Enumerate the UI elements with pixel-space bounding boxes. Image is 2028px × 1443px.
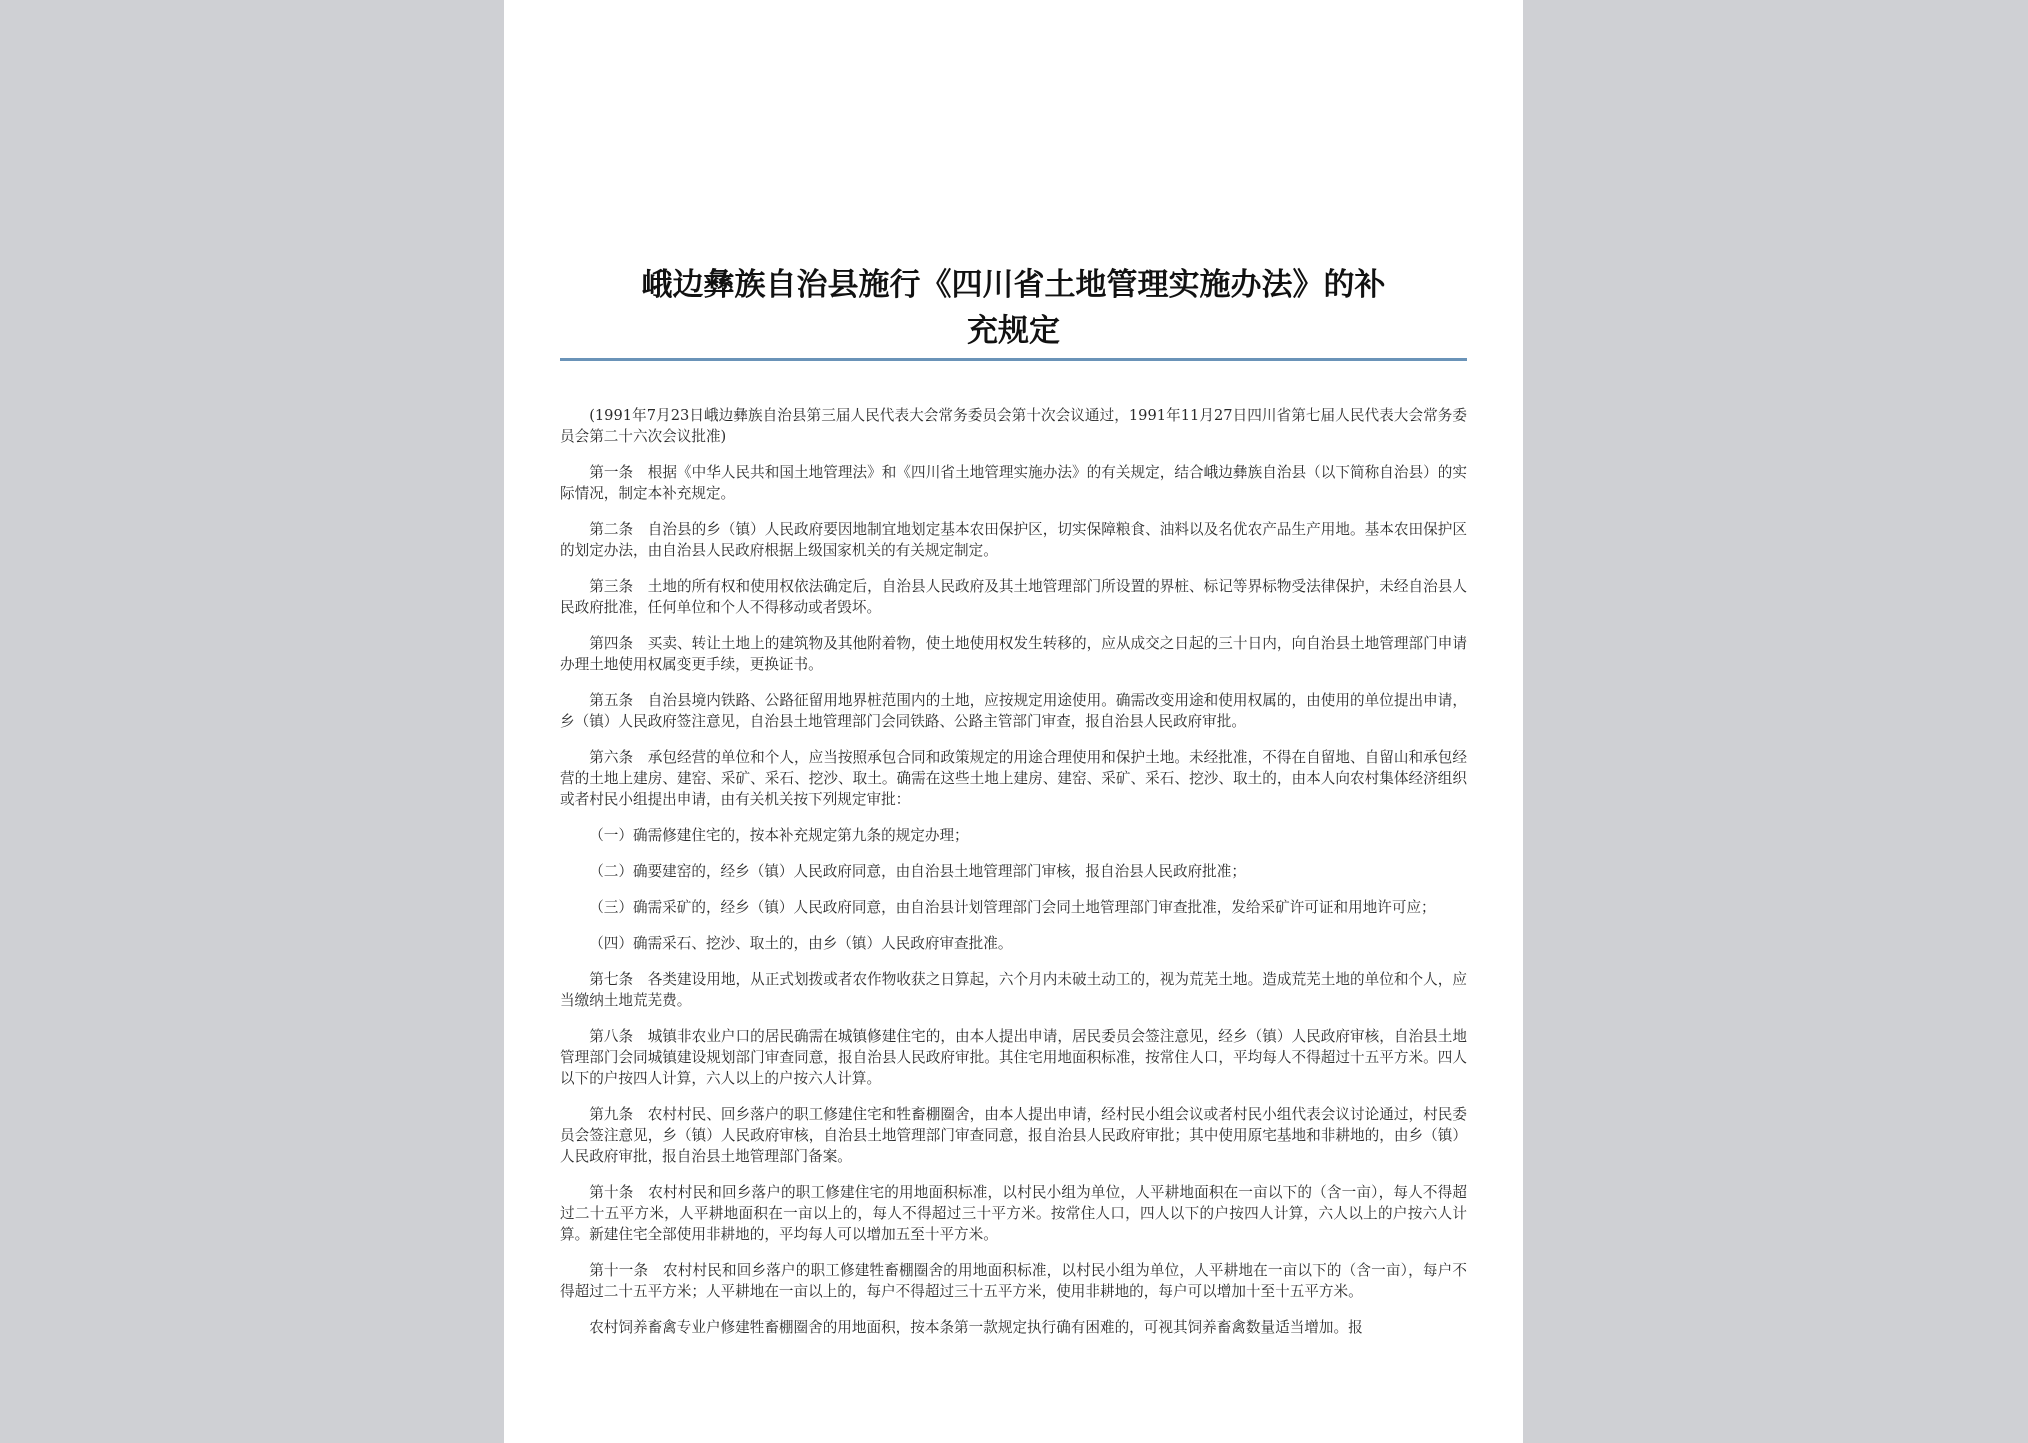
article-6-item-1: （一）确需修建住宅的，按本补充规定第九条的规定办理； xyxy=(589,827,969,844)
article-8-paragraph: 第八条 城镇非农业户口的居民确需在城镇修建住宅的，由本人提出申请，居民委员会签注意见，经乡（镇）人民政府审核，自治县土地管理部门会同城镇建设规划部门审查同意，报自治县人民政府审批。其住宅用地面积标准，按常住人口，平均每人不得超过十五平方米。四人以下的户按四人计算，六人以上的户按六人计算。 xyxy=(560,1028,1467,1087)
title-line-1: 峨边彝族自治县施行《四川省土地管理实施办法》的补 xyxy=(641,267,1386,303)
document-page xyxy=(504,0,1523,1443)
preamble-paragraph: (1991年7月23日峨边彝族自治县第三届人民代表大会常务委员会第十次会议通过，1991年11月27日四川省第七届人民代表大会常务委员会第二十六次会议批准) xyxy=(560,407,1467,445)
article-5-paragraph: 第五条 自治县境内铁路、公路征留用地界桩范围内的土地，应按规定用途使用。确需改变用途和使用权属的，由使用的单位提出申请，乡（镇）人民政府签注意见，自治县土地管理部门会同铁路、公路主管部门审查，报自治县人民政府审批。 xyxy=(560,692,1467,730)
document-title xyxy=(560,262,1467,354)
article-7-paragraph: 第七条 各类建设用地，从正式划拨或者农作物收获之日算起，六个月内未破土动工的，视为荒芜土地。造成荒芜土地的单位和个人，应当缴纳土地荒芜费。 xyxy=(560,971,1467,1009)
article-6-item-4: （四）确需采石、挖沙、取土的，由乡（镇）人民政府审查批准。 xyxy=(589,935,1013,952)
article-6-paragraph: 第六条 承包经营的单位和个人，应当按照承包合同和政策规定的用途合理使用和保护土地。未经批准，不得在自留地、自留山和承包经营的土地上建房、建窑、采矿、采石、挖沙、取土。确需在这些土地上建房、建窑、采矿、采石、挖沙、取土的，由本人向农村集体经济组织或者村民小组提出申请，由有关机关按下列规定审批： xyxy=(560,749,1467,808)
article-10-paragraph: 第十条 农村村民和回乡落户的职工修建住宅的用地面积标准，以村民小组为单位，人平耕地面积在一亩以下的（含一亩），每人不得超过二十五平方米，人平耕地面积在一亩以上的，每人不得超过三十平方米。按常住人口，四人以下的户按四人计算，六人以上的户按六人计算。新建住宅全部使用非耕地的，平均每人可以增加五至十平方米。 xyxy=(560,1184,1467,1243)
document-body xyxy=(560,405,1467,1353)
title-line-2: 充规定 xyxy=(967,313,1060,349)
article-6-item-2: （二）确要建窑的，经乡（镇）人民政府同意，由自治县土地管理部门审核，报自治县人民政府批准； xyxy=(589,863,1246,880)
article-11-paragraph: 第十一条 农村村民和回乡落户的职工修建牲畜棚圈舍的用地面积标准，以村民小组为单位，人平耕地在一亩以下的（含一亩），每户不得超过二十五平方米；人平耕地在一亩以上的，每户不得超过三十五平方米，使用非耕地的，每户可以增加十至十五平方米。 xyxy=(560,1262,1467,1300)
title-divider xyxy=(560,358,1467,361)
article-6-item-3: （三）确需采矿的，经乡（镇）人民政府同意，由自治县计划管理部门会同土地管理部门审查批准，发给采矿许可证和用地许可应； xyxy=(589,899,1436,916)
article-9-paragraph: 第九条 农村村民、回乡落户的职工修建住宅和牲畜棚圈舍，由本人提出申请，经村民小组会议或者村民小组代表会议讨论通过，村民委员会签注意见，乡（镇）人民政府审核，自治县土地管理部门审查同意，报自治县人民政府审批；其中使用原宅基地和非耕地的，由乡（镇）人民政府审批，报自治县土地管理部门备案。 xyxy=(560,1106,1467,1165)
article-4-paragraph: 第四条 买卖、转让土地上的建筑物及其他附着物，使土地使用权发生转移的，应从成交之日起的三十日内，向自治县土地管理部门申请办理土地使用权属变更手续，更换证书。 xyxy=(560,635,1467,673)
article-3-paragraph: 第三条 土地的所有权和使用权依法确定后，自治县人民政府及其土地管理部门所设置的界桩、标记等界标物受法律保护，未经自治县人民政府批准，任何单位和个人不得移动或者毁坏。 xyxy=(560,578,1467,616)
article-2-paragraph: 第二条 自治县的乡（镇）人民政府要因地制宜地划定基本农田保护区，切实保障粮食、油料以及名优农产品生产用地。基本农田保护区的划定办法，由自治县人民政府根据上级国家机关的有关规定制定。 xyxy=(560,521,1467,559)
article-1-paragraph: 第一条 根据《中华人民共和国土地管理法》和《四川省土地管理实施办法》的有关规定，结合峨边彝族自治县（以下简称自治县）的实际情况，制定本补充规定。 xyxy=(560,464,1467,502)
article-11-clause-2: 农村饲养畜禽专业户修建牲畜棚圈舍的用地面积，按本条第一款规定执行确有困难的，可视其饲养畜禽数量适当增加。报 xyxy=(589,1319,1363,1336)
